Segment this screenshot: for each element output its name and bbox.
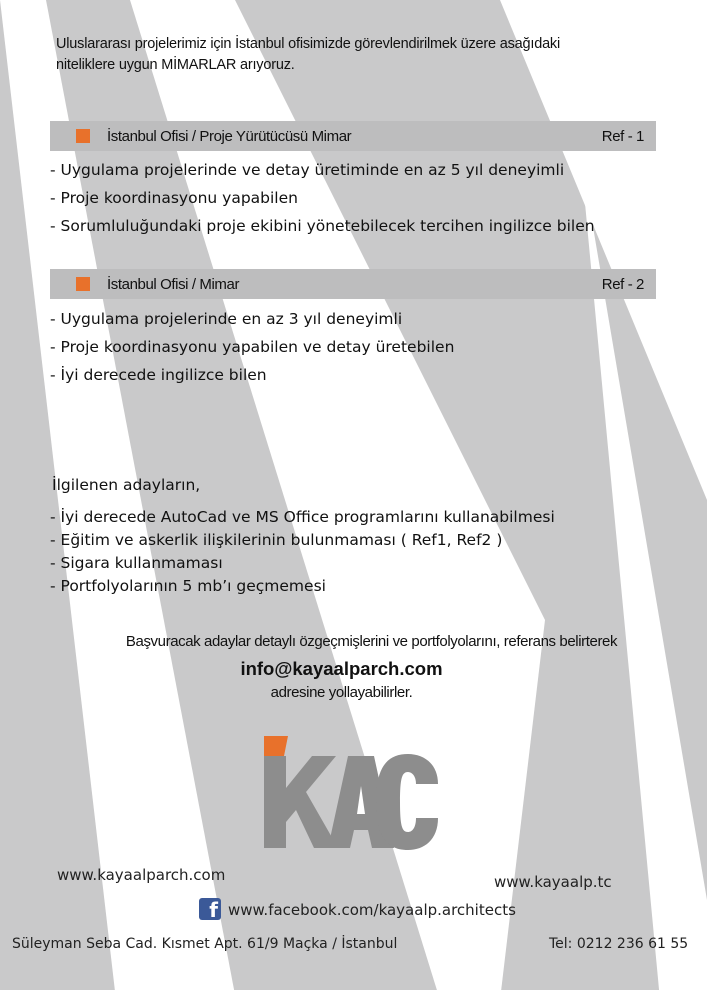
intro-text	[56, 34, 646, 76]
apply-email[interactable]: info@kayaalparch.com	[240, 658, 443, 679]
apply-closing: adresine yollayabilirler.	[270, 684, 413, 701]
position-ref: Ref - 1	[601, 127, 644, 145]
facebook-link[interactable]: www.facebook.com/kayaalp.architects	[228, 901, 516, 919]
list-item: - Eğitim ve askerlik ilişkilerinin bulunmaması ( Ref1, Ref2 )	[50, 531, 503, 549]
general-intro: İlgilenen adayların,	[52, 476, 201, 494]
list-item: - Uygulama projelerinde ve detay üretiminde en az 5 yıl deneyimli	[50, 161, 565, 179]
orange-square-icon	[76, 277, 90, 291]
list-item: - İyi derecede AutoCad ve MS Office programlarını kullanabilmesi	[50, 508, 555, 526]
address: Süleyman Seba Cad. Kısmet Apt. 61/9 Maçka / İstanbul	[12, 936, 398, 952]
phone: Tel: 0212 236 61 55	[549, 936, 689, 952]
intro-line-1: Uluslararası projelerimiz için İstanbul ofisimizde görevlendirilmek üzere asağıdaki	[56, 36, 561, 52]
list-item: - Proje koordinasyonu yapabilen ve detay üretebilen	[50, 338, 455, 356]
requirements-list-ref-2	[50, 305, 454, 389]
apply-instructions: Başvuracak adaylar detaylı özgeçmişlerini ve portfolyolarını, referans belirterek	[125, 633, 618, 650]
list-item: - İyi derecede ingilizce bilen	[50, 366, 267, 384]
requirements-list-ref-1	[50, 156, 595, 240]
position-header-ref-2	[50, 269, 656, 299]
list-item: - Sigara kullanmaması	[50, 554, 223, 572]
website-link-2[interactable]: www.kayaalp.tc	[494, 873, 612, 891]
website-link-1[interactable]: www.kayaalparch.com	[57, 866, 226, 884]
position-header-ref-1	[50, 121, 656, 151]
list-item: - Uygulama projelerinde en az 3 yıl deneyimli	[50, 310, 403, 328]
position-ref: Ref - 2	[601, 275, 644, 293]
facebook-icon[interactable]: f	[199, 898, 221, 920]
list-item: - Sorumluluğundaki proje ekibini yönetebilecek tercihen ingilizce bilen	[50, 217, 595, 235]
position-title: İstanbul Ofisi / Mimar	[107, 275, 240, 293]
list-item: - Portfolyolarının 5 mb’ı geçmemesi	[50, 577, 326, 595]
intro-line-2: niteliklere uygun MİMARLAR arıyoruz.	[56, 57, 295, 73]
position-title: İstanbul Ofisi / Proje Yürütücüsü Mimar	[107, 127, 352, 145]
orange-square-icon	[76, 129, 90, 143]
list-item: - Proje koordinasyonu yapabilen	[50, 189, 298, 207]
kac-logo	[262, 734, 440, 852]
general-requirements-list	[50, 506, 555, 598]
